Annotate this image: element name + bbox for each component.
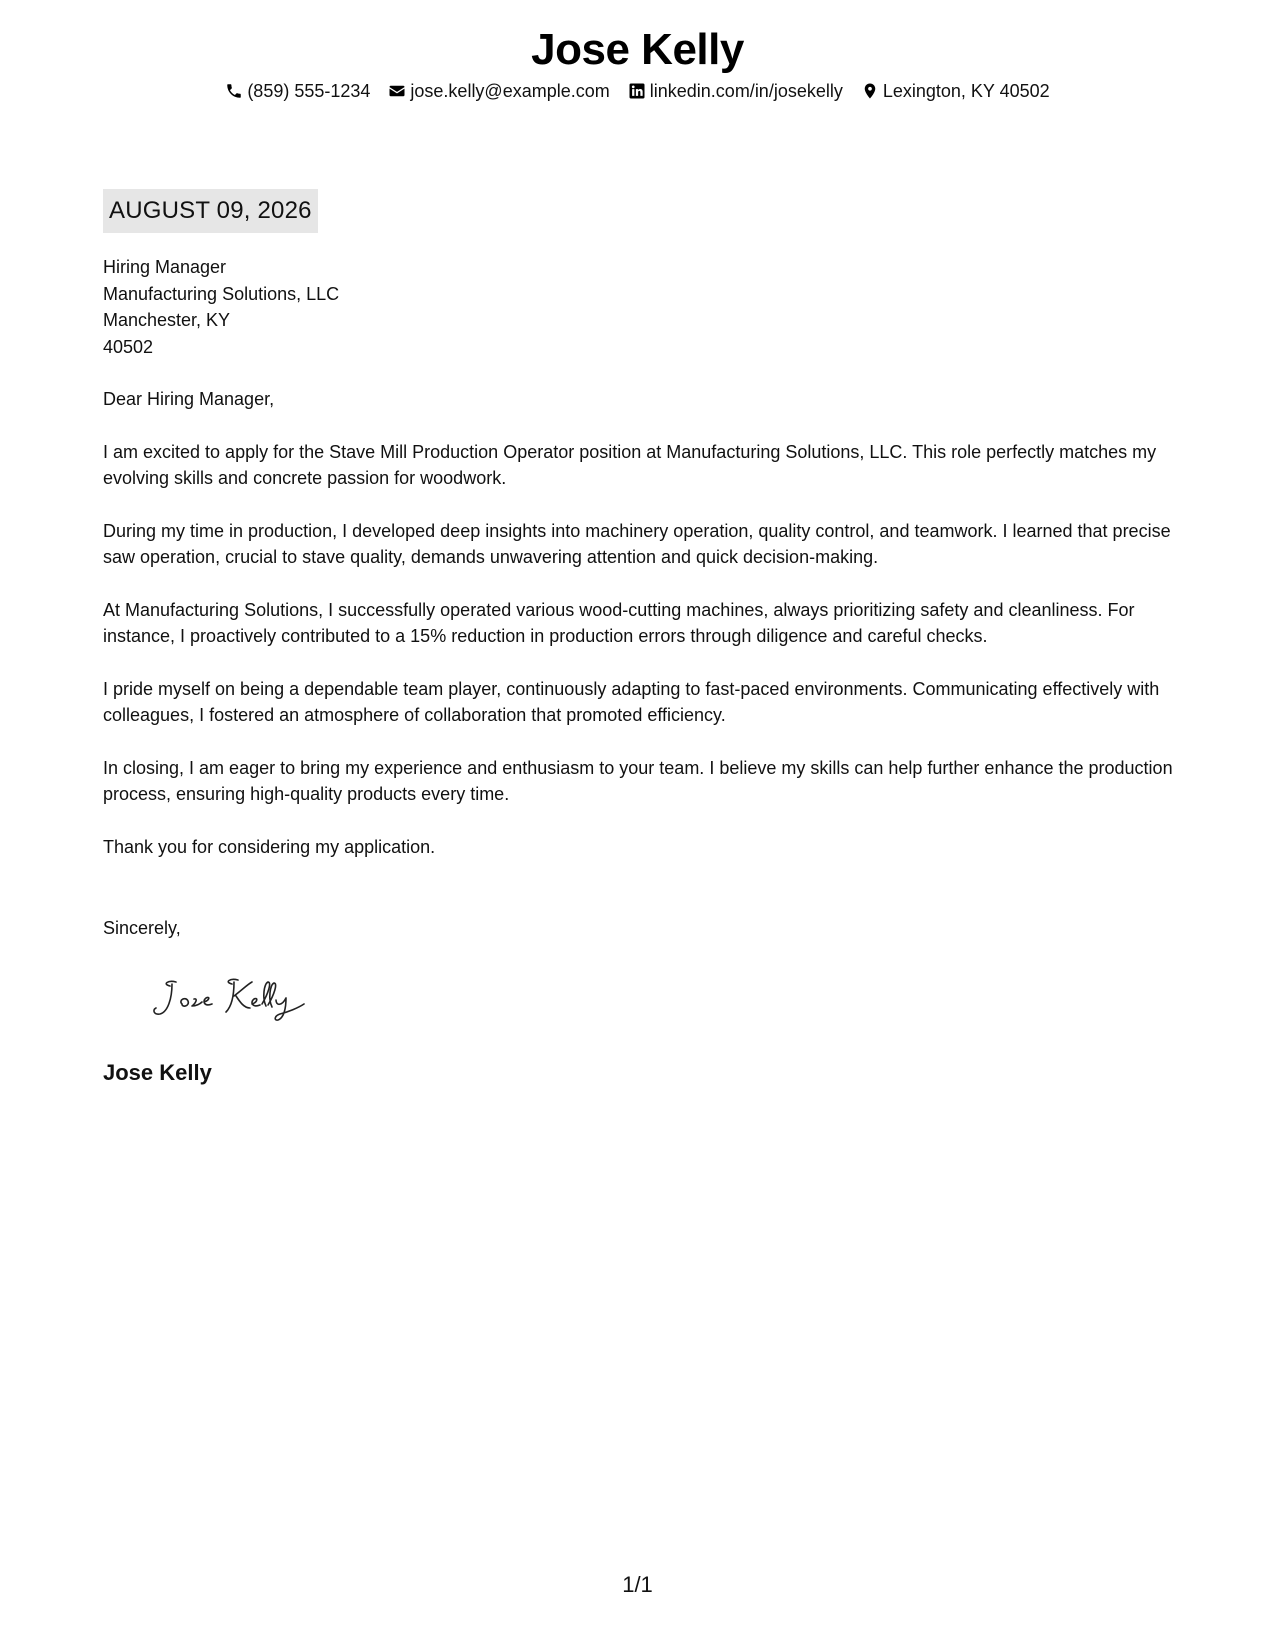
- recipient-company: Manufacturing Solutions, LLC: [103, 283, 340, 304]
- envelope-icon: [388, 82, 406, 100]
- contact-email: [388, 78, 609, 104]
- body-paragraph: Thank you for considering my application.: [103, 836, 436, 857]
- recipient-zip: 40502: [103, 336, 154, 357]
- closing-text: Sincerely,: [103, 918, 181, 938]
- body-paragraph: I am excited to apply for the Stave Mill Production Operator position at Manufacturing Solutions, LLC. This role perfectly matches my evolving skills and concrete passion for woodwork.: [103, 441, 1157, 488]
- letter-body: [103, 386, 1183, 886]
- linkedin-text: linkedin.com/in/josekelly: [649, 81, 843, 101]
- letter-date: AUGUST 09, 2026: [103, 189, 318, 233]
- email-text: jose.kelly@example.com: [410, 81, 610, 101]
- body-paragraph: I pride myself on being a dependable team player, continuously adapting to fast-paced environments. Communicating effectively with colleagues, I fostered an atmosphere of collaboration that promoted efficiency.: [103, 678, 1160, 725]
- page-number: 1/1: [622, 1572, 653, 1597]
- contact-linkedin: [628, 78, 843, 104]
- contact-location: [861, 78, 1050, 104]
- recipient-city-state: Manchester, KY: [103, 310, 231, 330]
- phone-icon: [225, 82, 243, 100]
- map-pin-icon: [861, 82, 879, 100]
- linkedin-icon: [628, 82, 646, 100]
- location-text: Lexington, KY 40502: [882, 81, 1050, 101]
- contact-info-row: [0, 78, 1275, 104]
- body-paragraph: In closing, I am eager to bring my experience and enthusiasm to your team. I believe my skills can help further enhance the production process, ensuring high-quality products every time.: [103, 757, 1173, 804]
- handwritten-signature: [148, 968, 328, 1028]
- applicant-name-heading: Jose Kelly: [531, 25, 744, 74]
- body-paragraph: During my time in production, I developed deep insights into machinery operation, quality control, and teamwork. I learned that precise saw operation, crucial to stave quality, demands unwavering attention and quick decision-making.: [103, 520, 1171, 567]
- contact-phone: [225, 78, 370, 104]
- recipient-block: [103, 254, 339, 360]
- signer-name: Jose Kelly: [103, 1060, 212, 1085]
- body-paragraph: At Manufacturing Solutions, I successfully operated various wood-cutting machines, always prioritizing safety and cleanliness. For instance, I proactively contributed to a 15% reduction in production errors through diligence and careful checks.: [103, 599, 1135, 646]
- phone-text: (859) 555-1234: [247, 81, 371, 101]
- recipient-title: Hiring Manager: [103, 257, 227, 277]
- salutation: Dear Hiring Manager,: [103, 389, 275, 409]
